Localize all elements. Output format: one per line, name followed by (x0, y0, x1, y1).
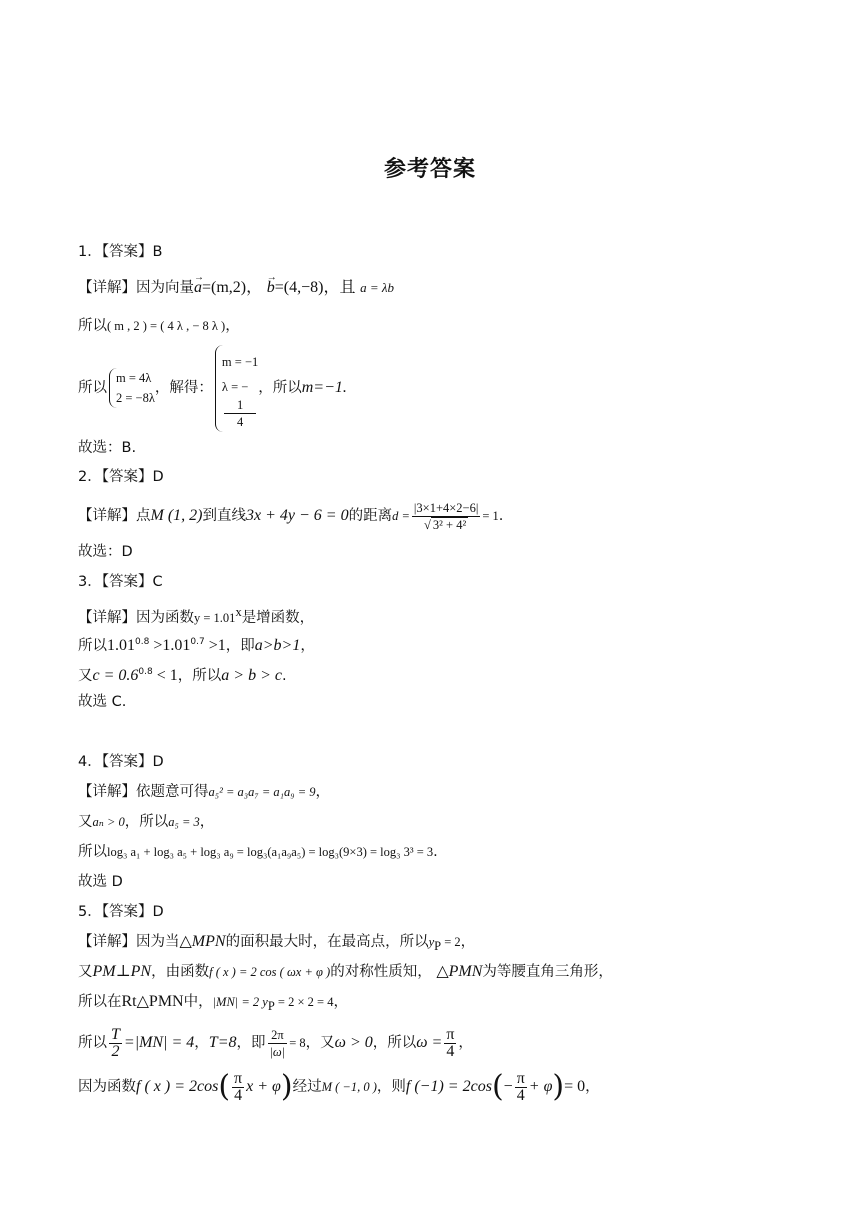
q5-line5-point: M ( −1, 0 ) (321, 1080, 377, 1094)
q5-line3-mid: 中， (183, 994, 213, 1010)
q5-detail-line2 (78, 962, 613, 982)
q1-solution-lambda (222, 377, 258, 430)
q5-frac-t (109, 1027, 122, 1060)
q5-line2-prefix: 又 (78, 964, 93, 980)
q5-frac-omega-num: 2π (268, 1027, 288, 1044)
q1-fraction-den: 4 (236, 414, 244, 429)
q1-line3-prefix: 所以 (78, 380, 107, 396)
q1-answer: 1．【答案】B (78, 244, 163, 260)
q1-line3-mid: ，解得： (154, 380, 213, 396)
q5-line5-neg: − (503, 1078, 513, 1095)
q5-frac-pi4-num: π (446, 1025, 455, 1043)
q4-detail-line2 (78, 812, 214, 832)
q1-equation-system (109, 368, 155, 408)
q4-line2-mid: ，所以 (124, 814, 169, 830)
q2-detail-mid2: 的距离 (348, 508, 393, 524)
q4-choice: 故选 D (78, 874, 123, 890)
q1-detail-line3 (78, 348, 347, 428)
q4-line3-prefix: 所以 (78, 844, 107, 860)
q5-yp: y (428, 935, 435, 949)
q1-vector-b: → b (267, 278, 275, 298)
q3-line2-exp1: 0.8 (135, 637, 150, 647)
q5-line4-eq1: =|MN| = 4 (123, 1034, 195, 1051)
q5-perpendicular: PM⊥PN (92, 963, 152, 980)
q5-line4-sep4: ，所以 (372, 1035, 417, 1051)
q3-line2-exp2: 0.7 (190, 637, 205, 647)
q5-yp-value: = 2 (441, 935, 461, 949)
q2-detail-line1 (78, 496, 503, 536)
q5-line5-arg: x + φ (246, 1078, 281, 1095)
q5-line5-eval: f (−1) = 2cos (405, 1078, 492, 1095)
q5-line4-omega: ω = (416, 1034, 443, 1051)
q5-detail-mid: 的面积最大时，在最高点，所以 (225, 934, 429, 950)
q3-function: y = 1.01 (194, 610, 236, 625)
q2-distance-lhs: d = (392, 509, 410, 523)
q3-line3-suffix: . (281, 667, 287, 684)
q5-line2-mid: ，由函数 (151, 964, 210, 980)
q4-detail-math: a₅² = a₃a₇ = a₁a₉ = 9 (208, 785, 316, 799)
q4-line3-suffix: . (433, 844, 438, 860)
q5-yp-sub: P (434, 938, 442, 953)
q4-detail-prefix: 【详解】依题意可得 (78, 784, 209, 800)
q3-line3-prefix: 又 (78, 667, 93, 684)
q5-line5-paren2-open: ( (491, 1069, 504, 1104)
q4-line3-math: log₃ a₁ + log₃ a₅ + log₃ a₉ = log₃(a₁a₉a₅) = log₃(9×3) = log₃ 3³ = 3 (107, 845, 434, 859)
q1-choice: 故选：B. (78, 440, 137, 456)
q1-system-eq1: m = 4λ (116, 371, 152, 385)
q4-detail-line1 (78, 782, 330, 802)
q5-line4-prefix: 所以 (78, 1035, 107, 1051)
q1-final-value: m=−1. (301, 379, 347, 396)
q5-frac-omega (268, 1027, 288, 1060)
q5-line3-suffix: ， (333, 994, 348, 1010)
q5-line4-sep2: ，即 (236, 1035, 266, 1051)
q5-mn: |MN| = 2 y (212, 995, 268, 1009)
q5-detail-line3 (78, 992, 348, 1016)
q1-fraction-num: 1 (224, 397, 256, 414)
q5-line2-suffix: 为等腰直角三角形， (482, 964, 613, 980)
q5-line5-frac-den: 4 (234, 1086, 243, 1104)
q5-line4-eq3: = 8 (289, 1036, 306, 1050)
q2-distance-end: . (498, 508, 504, 524)
q5-line5-mid: 经过 (292, 1079, 322, 1095)
q5-line5-frac2 (515, 1071, 527, 1104)
q5-line5-func: f ( x ) = 2cos (136, 1078, 219, 1095)
q3-line2-term1: 1.01 (107, 636, 135, 654)
q1-relation: a = λb (360, 280, 394, 295)
q3-answer: 3．【答案】C (78, 574, 163, 590)
q1-line2-suffix: ， (225, 318, 240, 334)
q3-line2-prefix: 所以 (78, 637, 107, 654)
q1-solution-system (215, 345, 258, 432)
q3-detail-line1 (78, 602, 314, 628)
q5-frac-t-den: 2 (111, 1042, 120, 1060)
q3-detail-line2 (78, 632, 315, 656)
q1-vector-a-value: =(m,2)， (202, 279, 263, 296)
q3-line3-mid: ，所以 (177, 667, 222, 684)
q5-line3-prefix: 所以在 (78, 994, 122, 1010)
q3-detail-suffix: 是增函数， (241, 609, 315, 626)
q3-line2-mid: ，即 (225, 637, 255, 654)
q1-solution-m: m = −1 (221, 354, 259, 369)
q1-line2-math: ( m , 2 ) = ( 4 λ , − 8 λ ) (107, 319, 226, 333)
q4-detail-line3 (78, 842, 438, 862)
q3-line3-term1: c = 0.6 (92, 666, 139, 684)
q1-vector-b-value: =(4,−8)，且 (274, 279, 356, 296)
q2-distance-den: √ 3² + 4² (424, 517, 467, 532)
q1-detail-line1 (78, 278, 394, 298)
q2-distance-radicand: 3² + 4² (432, 517, 467, 532)
q3-detail-prefix: 【详解】因为函数 (78, 609, 194, 626)
q5-frac-pi4 (444, 1027, 456, 1060)
q5-line5-frac2-num: π (516, 1069, 525, 1087)
q4-line2-condition: aₙ > 0 (92, 815, 125, 829)
q4-line2-result: a₅ = 3 (168, 815, 200, 829)
q2-line-equation: 3x + 4y − 6 = 0 (245, 507, 349, 524)
q5-triangle: △MPN (179, 933, 226, 950)
q5-line5-suffix: ， (585, 1079, 600, 1095)
q5-line4-sep3: ，又 (305, 1035, 335, 1051)
q3-line3-term2: < 1 (152, 666, 178, 684)
q1-line2-prefix: 所以 (78, 318, 107, 334)
q5-frac-t-num: T (111, 1025, 120, 1043)
q5-frac-omega-den: |ω| (269, 1044, 286, 1059)
q1-solution-fraction (224, 397, 256, 430)
q2-choice: 故选：D (78, 544, 133, 560)
q5-function: f ( x ) = 2 cos ( ωx + φ ) (209, 965, 331, 979)
q5-line4-eq2: T=8 (208, 1034, 237, 1051)
q5-right-triangle: Rt△PMN (121, 993, 184, 1010)
q1-detail-line2 (78, 316, 240, 336)
q5-line5-mid2: ，则 (376, 1079, 406, 1095)
q4-line2-suffix: ， (199, 814, 215, 830)
page-title: 参考答案 (383, 157, 476, 182)
q2-answer: 2．【答案】D (78, 469, 164, 485)
q2-distance-rhs: = 1 (482, 509, 499, 523)
q3-function-exponent: x (235, 605, 242, 619)
q5-detail-line4 (78, 1020, 473, 1066)
q5-triangle2: △PMN (436, 963, 483, 980)
q5-line2-mid2: 的对称性质知， (330, 964, 432, 980)
q5-line5-paren-close: ) (280, 1069, 293, 1104)
q3-line2-term3: >1 (204, 636, 226, 654)
q5-detail-line5 (78, 1064, 600, 1110)
q2-point: M (1, 2) (150, 507, 203, 524)
q5-line5-frac2-den: 4 (516, 1086, 525, 1104)
q5-line5-prefix: 因为函数 (78, 1079, 136, 1095)
q2-distance-fraction (412, 500, 480, 533)
q5-detail-line1 (78, 932, 475, 956)
q5-line5-arg2: + φ (528, 1078, 553, 1095)
q5-line5-frac-num: π (234, 1069, 243, 1087)
q5-mn-sub: P (267, 998, 275, 1013)
q3-choice: 故选 C. (78, 694, 127, 710)
q3-line2-term2: >1.01 (149, 636, 191, 654)
q3-line3-inequality: a > b > c (221, 666, 282, 684)
q4-line2-prefix: 又 (78, 814, 93, 830)
q5-line5-paren2-close: ) (552, 1069, 565, 1104)
q5-line5-paren-open: ( (218, 1069, 231, 1104)
q1-system-eq2: 2 = −8λ (116, 391, 155, 405)
q5-line4-sep1: ， (194, 1035, 209, 1051)
q5-detail-suffix: ， (460, 934, 476, 950)
q1-detail-prefix: 【详解】因为向量 (78, 280, 194, 296)
q5-mn-value: = 2 × 2 = 4 (274, 995, 334, 1009)
q3-detail-line3 (78, 662, 287, 686)
q5-frac-pi4-den: 4 (446, 1042, 455, 1060)
q5-line5-frac (232, 1071, 244, 1104)
q5-line5-result: = 0 (564, 1078, 586, 1095)
q3-line2-suffix: ， (300, 637, 315, 654)
q1-line3-suffix: ，所以 (258, 380, 302, 396)
q4-detail-suffix: ， (315, 784, 331, 800)
q5-line4-cond: ω > 0 (334, 1034, 373, 1051)
q2-detail-prefix: 【详解】点 (78, 508, 151, 524)
q1-solution-lambda-lhs: λ = − (221, 379, 249, 394)
q3-line3-exp1: 0.8 (138, 667, 153, 677)
q5-detail-prefix: 【详解】因为当 (78, 934, 180, 950)
q5-answer: 5．【答案】D (78, 904, 164, 920)
q2-distance-num: |3×1+4×2−6| (413, 500, 479, 515)
q4-answer: 4．【答案】D (78, 754, 164, 770)
q5-line4-suffix: ， (458, 1035, 473, 1051)
q3-line2-inequality: a>b>1 (254, 636, 301, 654)
q1-vector-a: → a (194, 278, 202, 298)
q2-detail-mid: 到直线 (202, 508, 246, 524)
